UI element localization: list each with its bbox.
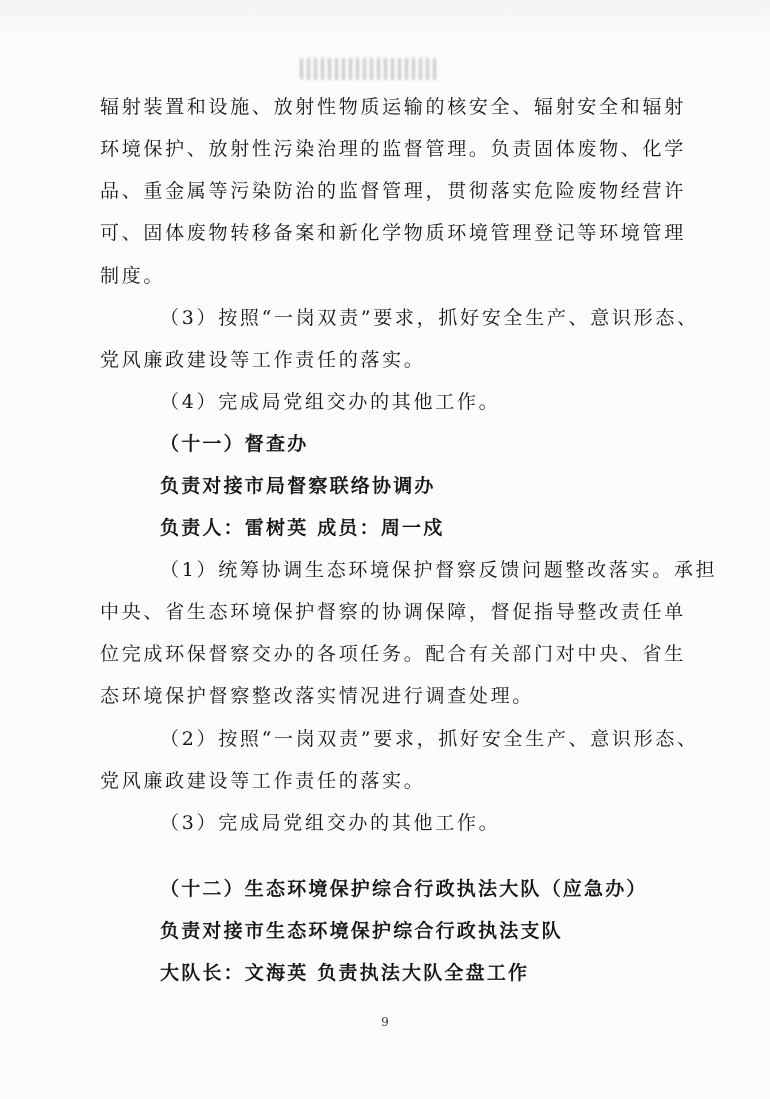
text-line-15: 态环境保护督察整改落实情况进行调查处理。 [100,685,535,707]
team-leader-line-12: 大队长：文海英 负责执法大队全盘工作 [160,962,530,984]
text-line-14: 位完成环保督察交办的各项任务。配合有关部门对中央、省生 [100,643,686,665]
text-line-12: （1）统筹协调生态环境保护督察反馈问题整改落实。承担 [160,559,718,581]
page-number: 9 [381,1015,389,1029]
text-line-2: 环境保护、放射性污染治理的监督管理。负责固体废物、化学 [100,138,686,160]
text-line-7: 党风廉政建设等工作责任的落实。 [100,349,426,371]
text-line-16: （2）按照“一岗双责”要求，抓好安全生产、意识形态、 [160,728,699,750]
responsible-persons-line-11: 负责人：雷树英 成员：周一戍 [160,517,445,539]
text-line-17: 党风廉政建设等工作责任的落实。 [100,770,426,792]
text-line-1: 辐射装置和设施、放射性物质运输的核安全、辐射安全和辐射 [100,96,686,118]
section-heading-12: （十二）生态环境保护综合行政执法大队（应急办） [160,878,648,900]
blurred-stamp-mark [300,58,440,80]
text-line-4: 可、固体废物转移备案和新化学物质环境管理登记等环境管理 [100,222,686,244]
text-line-8: （4）完成局党组交办的其他工作。 [160,391,501,413]
text-line-3: 品、重金属等污染防治的监督管理，贯彻落实危险废物经营许 [100,180,686,202]
text-line-18: （3）完成局党组交办的其他工作。 [160,812,501,834]
text-line-6: （3）按照“一岗双责”要求，抓好安全生产、意识形态、 [160,307,699,329]
section-heading-11: （十一）督查办 [160,433,309,455]
text-line-5: 制度。 [100,265,166,287]
department-contact-line-11: 负责对接市局督察联络协调办 [160,475,436,497]
scan-shadow [0,0,770,40]
department-contact-line-12: 负责对接市生态环境保护综合行政执法支队 [160,920,563,942]
text-line-13: 中央、省生态环境保护督察的协调保障，督促指导整改责任单 [100,601,686,623]
